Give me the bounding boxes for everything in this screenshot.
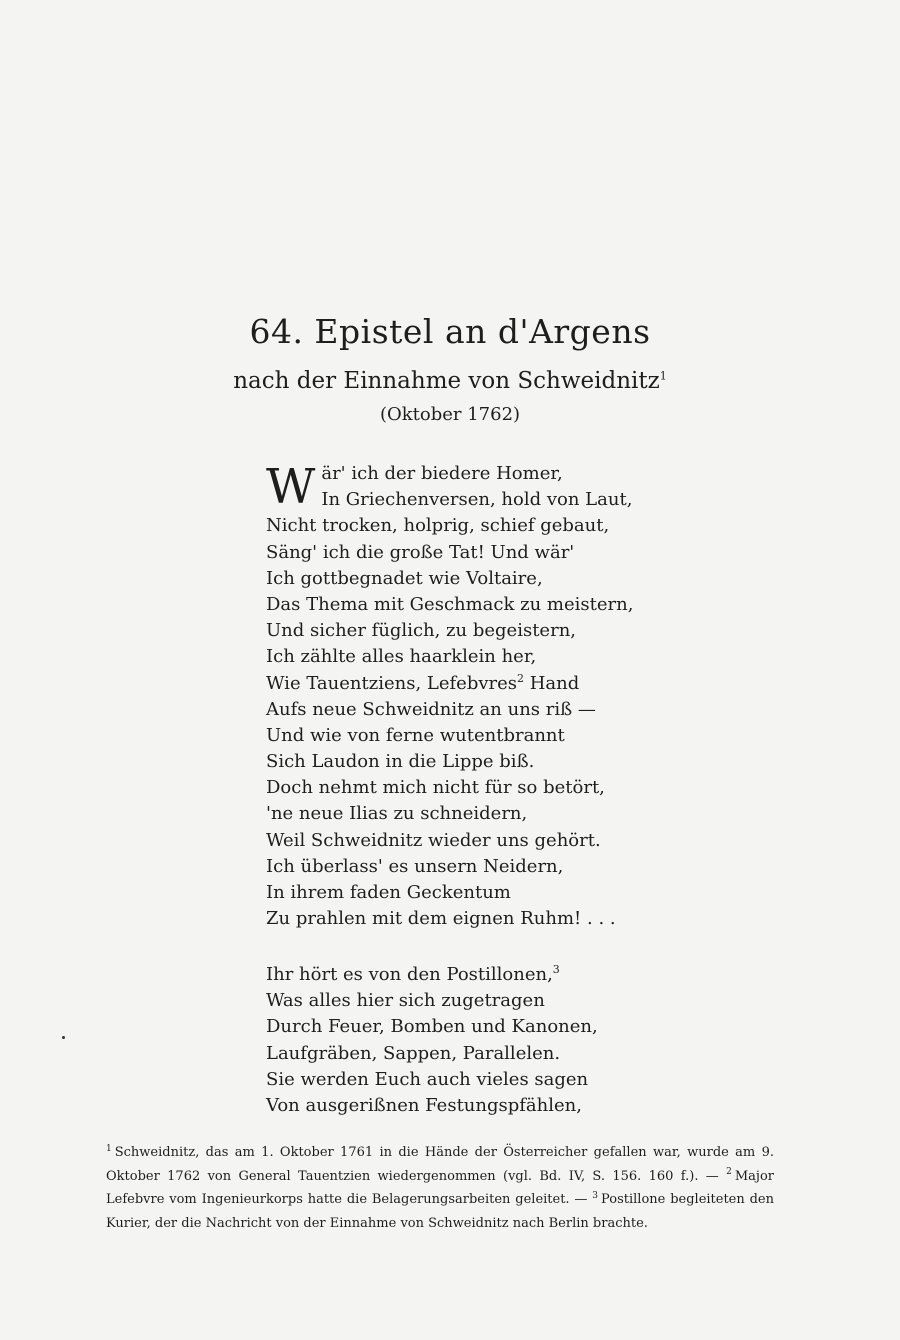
footnotes <box>106 1141 774 1235</box>
verse-line: Säng' ich die große Tat! Und wär' <box>266 541 575 563</box>
verse-line: Aufs neue Schweidnitz an uns riß — <box>266 698 596 720</box>
verse-line: In Griechenversen, hold von Laut, <box>321 489 633 511</box>
verse-line: Von ausgerißnen Festungspfählen, <box>266 1094 582 1116</box>
verse-line: Zu prahlen mit dem eignen Ruhm! . . . <box>266 908 616 930</box>
footnote-ref-3: 3 <box>552 963 560 976</box>
verse-line: Durch Feuer, Bomben und Kanonen, <box>266 1016 598 1038</box>
stanza-1 <box>266 461 633 932</box>
footnote-text: Schweidnitz, das am 1. Oktober 1761 in die Hände der Österreicher gefallen war, wurde am 9. Oktober 1762 von General Tauentzien wiedergenommen (vgl. Bd. IV, S. 156. 160 f.). — <box>106 1145 774 1184</box>
footnote-text: Major Lefebvre vom Ingenieurkorps hatte die Belagerungsarbeiten geleitet. — <box>106 1168 775 1207</box>
verse-line: är' ich der biedere Homer, <box>321 463 563 484</box>
verse-line: Und wie von ferne wutentbrannt <box>266 724 565 746</box>
verse-line: 'ne neue Ilias zu schneidern, <box>266 803 528 825</box>
footnote-text: Postillone begleiteten den Kurier, der die Nachricht von der Einnahme von Schweidnitz nach Berlin brachte. <box>106 1192 774 1231</box>
poem-title: 64. Epistel an d'Argens <box>249 312 651 351</box>
verse-line: Ich überlass' es unsern Neidern, <box>266 855 564 877</box>
verse-line: Weil Schweidnitz wieder uns gehört. <box>266 829 601 851</box>
footnote-number: 1 <box>106 1143 112 1154</box>
verse-line: Das Thema mit Geschmack zu meistern, <box>266 593 634 615</box>
verse-line: Sich Laudon in die Lippe biß. <box>266 751 535 773</box>
drop-cap: W <box>266 459 316 515</box>
poem-subtitle <box>0 368 900 394</box>
verse-line: Und sicher füglich, zu begeistern, <box>266 620 577 642</box>
verse-line <box>266 671 633 697</box>
verse-line: Sie werden Euch auch vieles sagen <box>266 1068 589 1090</box>
verse-text-tail: Hand <box>524 672 580 694</box>
verse-line: Ich gottbegnadet wie Voltaire, <box>266 567 543 589</box>
subtitle-text: nach der Einnahme von Schweidnitz <box>233 368 660 394</box>
footnote-number: 2 <box>726 1167 732 1178</box>
stanza-2 <box>266 962 598 1119</box>
footnote-ref-1: 1 <box>659 369 667 383</box>
verse-line: Was alles hier sich zugetragen <box>266 990 545 1012</box>
verse-line: In ihrem faden Geckentum <box>266 882 511 903</box>
verse-line: Nicht trocken, holprig, schief gebaut, <box>266 515 610 537</box>
footnote-number: 3 <box>592 1190 599 1201</box>
ink-speck <box>62 1036 65 1039</box>
footnote <box>106 1145 774 1184</box>
verse-line: Doch nehmt mich nicht für so betört, <box>266 777 605 799</box>
poem-date: (Oktober 1762) <box>379 404 521 425</box>
verse-text: Ihr hört es von den Postillonen, <box>266 964 553 985</box>
verse-line <box>266 962 598 988</box>
footnote-ref-2: 2 <box>517 671 524 685</box>
verse-text: Wie Tauentziens, Lefebvres <box>266 672 517 694</box>
verse-line: Ich zählte alles haarklein her, <box>266 646 537 668</box>
verse-line: Laufgräben, Sappen, Parallelen. <box>266 1042 561 1064</box>
